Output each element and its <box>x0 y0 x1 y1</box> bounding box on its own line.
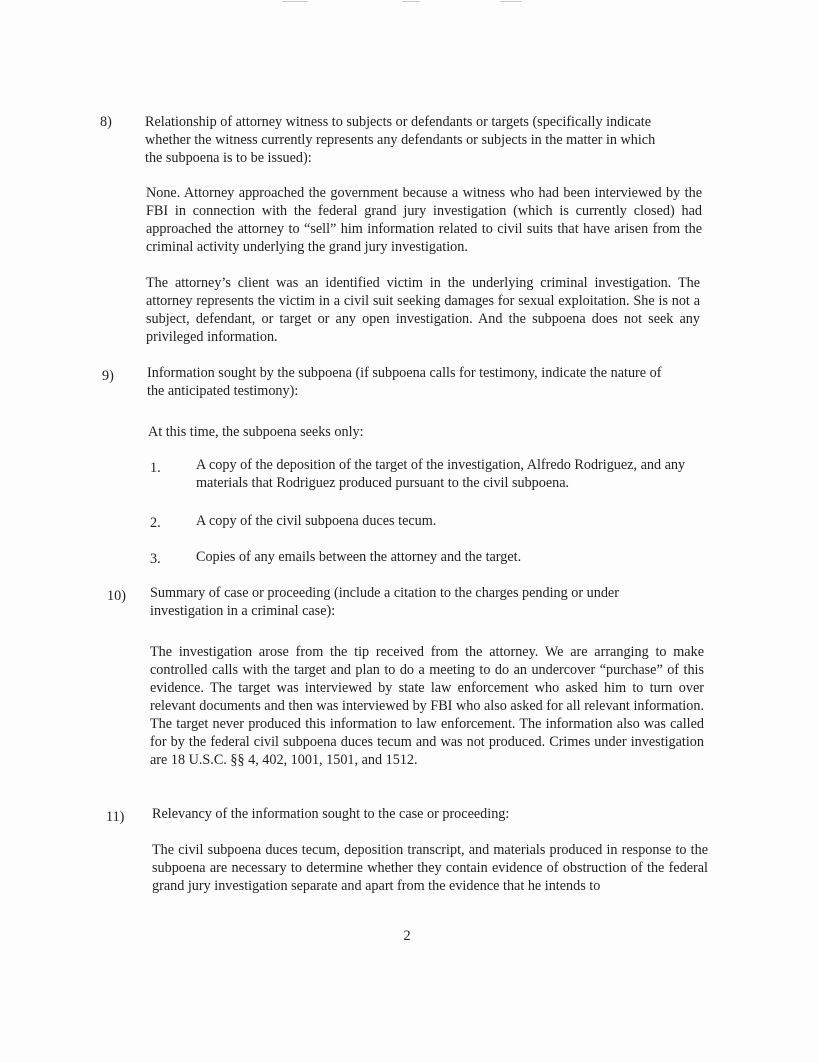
section-heading: Relationship of attorney witness to subjects or defendants or targets (specifically indicate whether the witness currently represents any defendants or subjects in the matter in which the subpoena is to be issued): <box>145 114 656 166</box>
list-item: A copy of the civil subpoena duces tecum. <box>196 513 437 529</box>
section-number: 9) <box>102 368 114 384</box>
scan-mark <box>402 1 420 2</box>
section-intro: At this time, the subpoena seeks only: <box>148 424 364 440</box>
section-paragraph: None. Attorney approached the government because a witness who had been interviewed by the FBI in connection with the federal grand jury investigation (which is currently closed) had approached the attorney to “sell” him information related to civil suits that have arisen from the criminal activity underlying the grand jury investigation. <box>146 185 702 255</box>
section-number: 10) <box>107 588 126 604</box>
section-heading: Summary of case or proceeding (include a citation to the charges pending or under investigation in a criminal case): <box>150 585 619 619</box>
section-heading: Information sought by the subpoena (if subpoena calls for testimony, indicate the nature of the anticipated testimony): <box>147 365 662 399</box>
list-item-number: 1. <box>150 460 161 476</box>
list-item-number: 2. <box>150 515 161 531</box>
list-item: Copies of any emails between the attorney and the target. <box>196 549 522 565</box>
section-heading: Relevancy of the information sought to the case or proceeding: <box>152 806 510 822</box>
scan-mark <box>500 1 522 2</box>
section-number: 8) <box>100 114 112 130</box>
section-paragraph: The investigation arose from the tip received from the attorney. We are arranging to make controlled calls with the target and plan to do a meeting to do an undercover “purchase” of this evidence. The target was interviewed by state law enforcement who asked him to turn over relevant documents and then was interviewed by FBI who also asked for all relevant information. The target never produced this information to law enforcement. The information also was called for by the federal civil subpoena duces tecum and was not produced. Crimes under investigation are 18 U.S.C. §§ 4, 402, 1001, 1501, and 1512. <box>150 644 704 768</box>
list-item-number: 3. <box>150 551 161 567</box>
list-item: A copy of the deposition of the target of the investigation, Alfredo Rodriguez, and any materials that Rodriguez produced pursuant to the civil subpoena. <box>196 457 686 491</box>
section-paragraph: The attorney’s client was an identified victim in the underlying criminal investigation. The attorney represents the victim in a civil suit seeking damages for sexual exploitation. She is not a subject, defendant, or target or any open investigation. And the subpoena does not seek any privileged information. <box>146 275 700 345</box>
scan-mark <box>282 1 308 2</box>
page-number: 2 <box>403 928 411 944</box>
section-paragraph: The civil subpoena duces tecum, deposition transcript, and materials produced in response to the subpoena are necessary to determine whether they contain evidence of obstruction of the federal grand jury investigation separate and apart from the evidence that he intends to <box>152 842 708 894</box>
section-number: 11) <box>106 809 125 825</box>
